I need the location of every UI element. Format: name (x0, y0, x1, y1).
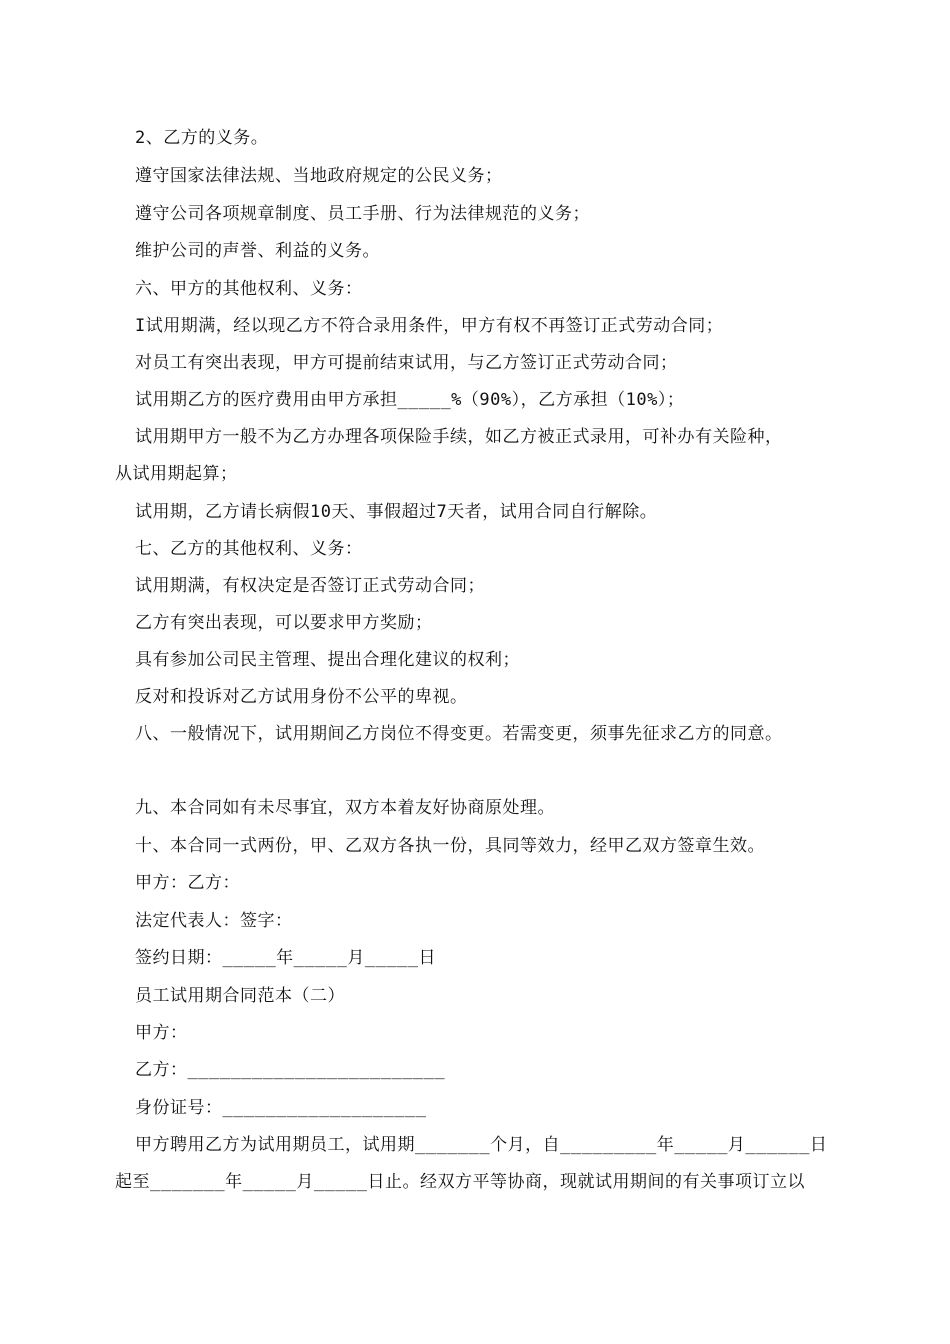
document-title: 员工试用期合同范本（二） (135, 986, 345, 1006)
text-line: 从试用期起算； (115, 464, 238, 484)
text-line: 甲方聘用乙方为试用期员工，试用期_______个月，自_________年_____月______日 (135, 1135, 828, 1155)
party-b-line: 乙方：________________________ (135, 1060, 446, 1080)
section-heading: 九、本合同如有未尽事宜，双方本着友好协商原处理。 (135, 798, 555, 818)
text-line: 对员工有突出表现，甲方可提前结束试用，与乙方签订正式劳动合同； (135, 353, 678, 373)
text-line: 具有参加公司民主管理、提出合理化建议的权利； (135, 650, 520, 670)
signature-line: 甲方：乙方： (135, 873, 240, 893)
section-heading: 六、甲方的其他权利、义务： (135, 279, 363, 299)
text-line: 乙方有突出表现，可以要求甲方奖励； (135, 613, 433, 633)
text-line: 维护公司的声誉、利益的义务。 (135, 241, 380, 261)
text-line: 遵守国家法律法规、当地政府规定的公民义务； (135, 166, 503, 186)
text-line: 反对和投诉对乙方试用身份不公平的卑视。 (135, 687, 468, 707)
text-line: 试用期甲方一般不为乙方办理各项保险手续，如乙方被正式录用，可补办有关险种， (135, 427, 783, 447)
section-heading: 七、乙方的其他权利、义务： (135, 539, 363, 559)
text-line: 2、乙方的义务。 (135, 128, 269, 148)
signature-line: 法定代表人：签字： (135, 911, 293, 931)
text-line: 遵守公司各项规章制度、员工手册、行为法律规范的义务； (135, 204, 590, 224)
date-line: 签约日期：_____年_____月_____日 (135, 948, 437, 968)
text-line: 试用期乙方的医疗费用由甲方承担_____%（90%），乙方承担（10%）； (135, 390, 685, 410)
section-heading: 十、本合同一式两份，甲、乙双方各执一份，具同等效力，经甲乙双方签章生效。 (135, 836, 765, 856)
text-line: 试用期满，有权决定是否签订正式劳动合同； (135, 576, 485, 596)
text-line: 起至_______年_____月_____日止。经双方平等协商，现就试用期间的有关事项订立以 (115, 1172, 805, 1192)
text-line: I试用期满，经以现乙方不符合录用条件，甲方有权不再签订正式劳动合同； (135, 316, 724, 336)
party-a-line: 甲方： (135, 1023, 188, 1043)
id-number-line: 身份证号：___________________ (135, 1098, 427, 1118)
text-line: 试用期，乙方请长病假10天、事假超过7天者，试用合同自行解除。 (135, 502, 658, 522)
section-heading: 八、一般情况下，试用期间乙方岗位不得变更。若需变更，须事先征求乙方的同意。 (135, 724, 783, 744)
